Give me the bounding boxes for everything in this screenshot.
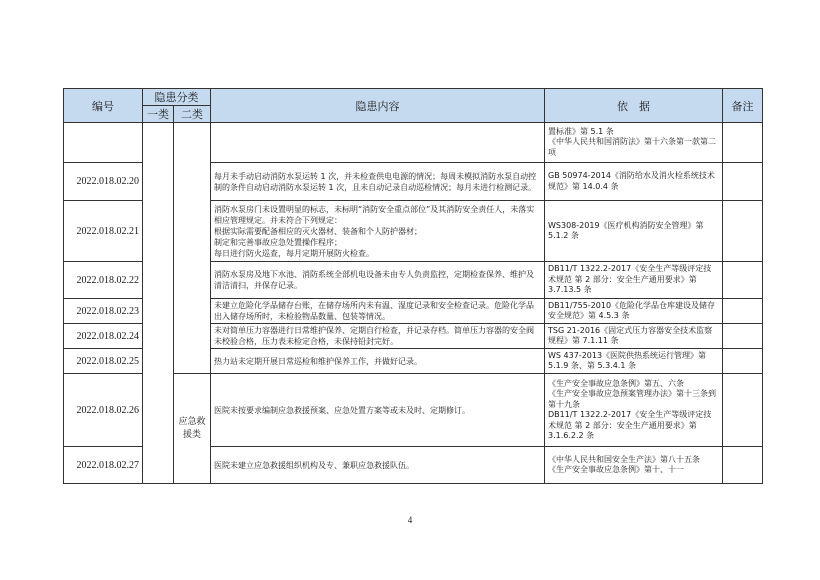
page-number: 4	[407, 515, 413, 525]
row-id	[64, 123, 143, 163]
row-id: 2022.018.02.25	[64, 349, 143, 374]
row-remark	[723, 201, 763, 262]
row-basis: TSG 21-2016《固定式压力容器安全技术监察规程》第 7.1.11 条	[545, 324, 723, 349]
row-remark	[723, 299, 763, 324]
row-basis: 置标准》第 5.1 条 《中华人民共和国消防法》第十六条第一款第二项	[545, 123, 723, 163]
row-basis: WS308-2019《医疗机构消防安全管理》第 5.1.2 条	[545, 201, 723, 262]
row-remark	[723, 324, 763, 349]
header-remark: 备注	[723, 89, 763, 123]
row-remark	[723, 262, 763, 299]
row-remark	[723, 123, 763, 163]
row-remark	[723, 349, 763, 374]
row-content: 未对简单压力容器进行日常维护保养、定期自行检查，并记录存档。简单压力容器的安全阀未校验合格，压力表未检定合格，未保持铅封完好。	[211, 324, 545, 349]
header-basis: 依 据	[545, 89, 723, 123]
row-id: 2022.018.02.20	[64, 163, 143, 201]
row-basis: DB11/T 1322.2-2017《安全生产等级评定技术规范 第 2 部分：安全生产通用要求》第 3.7.13.5 条	[545, 262, 723, 299]
table-row	[64, 123, 763, 163]
row-id: 2022.018.02.24	[64, 324, 143, 349]
cat2-label: 应急救援类	[178, 416, 206, 440]
row-basis: GB 50974-2014《消防给水及消火栓系统技术规范》第 14.0.4 条	[545, 163, 723, 201]
cat2-cell-upper	[174, 123, 211, 374]
row-id: 2022.018.02.23	[64, 299, 143, 324]
cat2-cell-emergency	[174, 374, 211, 484]
row-id: 2022.018.02.22	[64, 262, 143, 299]
row-content: 医院未建立应急救援组织机构及专、兼职应急救援队伍。	[211, 447, 545, 484]
row-basis: DB11/755-2010《危险化学品仓库建设及储存安全规范》第 4.5.3 条	[545, 299, 723, 324]
cat1-cell	[143, 123, 174, 484]
header-content: 隐患内容	[211, 89, 545, 123]
header-cat1: 一类	[143, 106, 174, 123]
header-cat2: 二类	[174, 106, 211, 123]
row-content	[211, 123, 545, 163]
header-id: 编号	[64, 89, 143, 123]
row-id: 2022.018.02.21	[64, 201, 143, 262]
hazard-table	[63, 88, 763, 484]
row-content: 消防水泵房及地下水池、消防系统全部机电设备未由专人负责监控，定期检查保养、维护及清洁清扫，并保存记录。	[211, 262, 545, 299]
row-remark	[723, 163, 763, 201]
row-remark	[723, 374, 763, 447]
row-content: 热力站未定期开展日常巡检和维护保养工作，并做好记录。	[211, 349, 545, 374]
header-row	[64, 89, 763, 106]
header-category: 隐患分类	[143, 89, 211, 106]
row-id: 2022.018.02.27	[64, 447, 143, 484]
row-content: 医院未按要求编制应急救援预案、应急处置方案等或未及时、定期修订。	[211, 374, 545, 447]
row-basis: WS 437-2013《医院供热系统运行管理》第 5.1.9 条、第 5.3.4.1 条	[545, 349, 723, 374]
row-basis: 《生产安全事故应急条例》第五、六条 《生产安全事故应急预案管理办法》第十三条到第十九条 DB11/T 1322.2-2017《安全生产等级评定技术规范 第 2 部分：安全生产通用要求》第 3.1.6.2.2 条	[545, 374, 723, 447]
row-content: 每月未手动启动消防水泵运转 1 次，并未检查供电电源的情况；每周未模拟消防水泵自动控制的条件自动启动消防水泵运转 1 次，且未自动记录自动巡检情况；每月未进行检测记录。	[211, 163, 545, 201]
row-id: 2022.018.02.26	[64, 374, 143, 447]
row-content: 未建立危险化学品储存台账，在储存场所内未有温、湿度记录和安全检查记录。危险化学品出入储存场所时，未检验物品数量、包装等情况。	[211, 299, 545, 324]
row-remark	[723, 447, 763, 484]
row-content: 消防水泵房门未设置明显的标志，未标明“消防安全重点部位”及其消防安全责任人，未落实相应管理规定。并未符合下列规定： 根据实际需要配备相应的灭火器材、装备和个人防护器材； 制定和完善事故应急处置操作程序； 每日进行防火巡查，每月定期开展防火检查。	[211, 201, 545, 262]
row-basis: 《中华人民共和国安全生产法》第八十五条 《生产安全事故应急条例》第十、十一	[545, 447, 723, 484]
